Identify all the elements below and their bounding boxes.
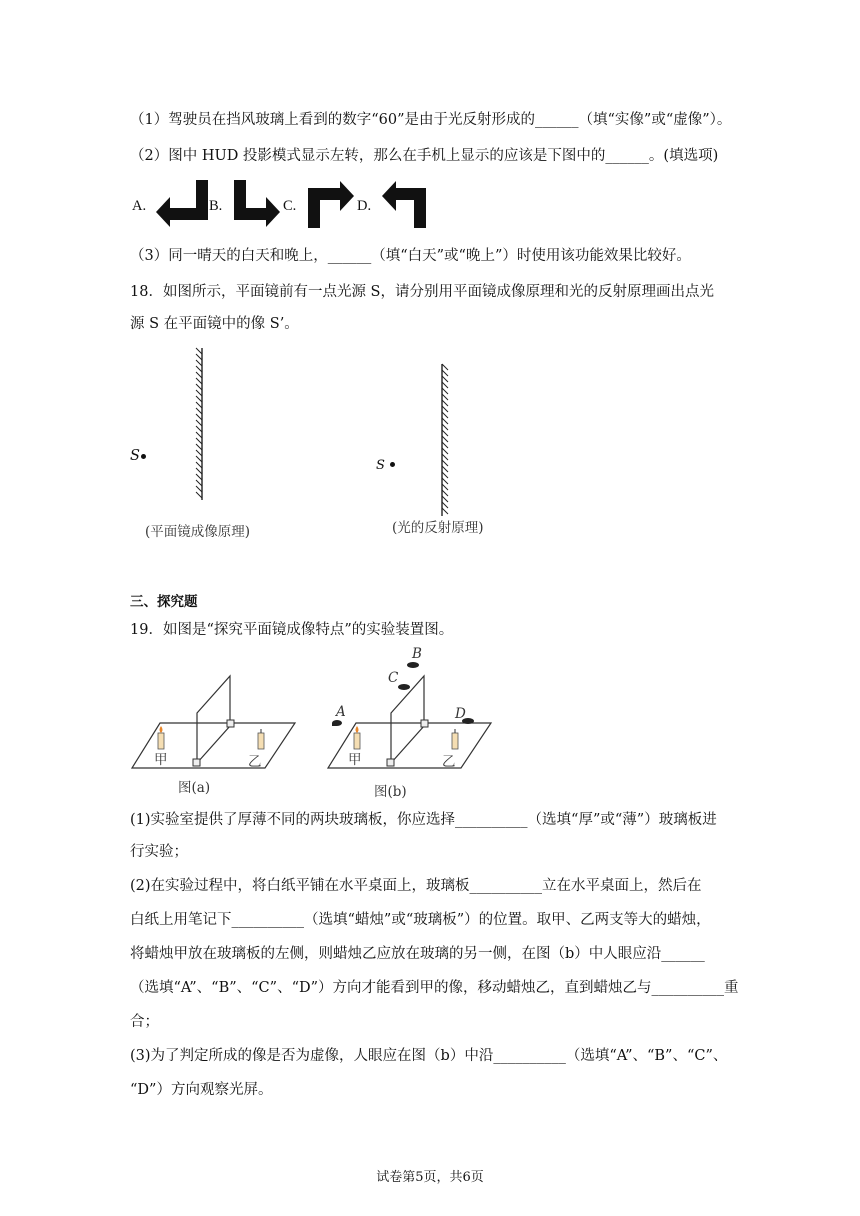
eye-b-icon — [407, 662, 419, 668]
q17-part1: （1）驾驶员在挡风玻璃上看到的数字“60”是由于光反射形成的______（填“实像”或“虚像”）。 — [130, 112, 732, 128]
eye-a-icon — [332, 720, 342, 726]
point-s-left — [141, 454, 146, 459]
mirror-left-diagram — [190, 346, 210, 502]
q17-part3: （3）同一晴天的白天和晚上，______（填“白天”或“晚上”）时使用该功能效果比较好。 — [130, 248, 691, 264]
fig-a-right-label: 乙 — [248, 754, 262, 770]
q19-p2-l1: (2)在实验过程中，将白纸平铺在水平桌面上，玻璃板__________立在水平桌面上，然后在 — [130, 878, 702, 894]
q18-line2: 源 S 在平面镜中的像 S’。 — [130, 316, 299, 332]
q19-intro: 19．如图是“探究平面镜成像特点”的实验装置图。 — [130, 622, 454, 638]
point-s-left-label: S — [130, 448, 140, 464]
q17-part2: （2）图中 HUD 投影模式显示左转，那么在手机上显示的应该是下图中的______。(填选项) — [130, 148, 719, 164]
fig-b-caption: 图(b) — [374, 784, 407, 800]
mirror-right-diagram — [436, 362, 456, 518]
fig-a-caption: 图(a) — [178, 780, 211, 796]
option-d-label: D. — [357, 198, 372, 214]
fig-a-left-label: 甲 — [154, 752, 168, 768]
q19-p2-l4: （选填“A”、“B”、“C”、“D”）方向才能看到甲的像，移动蜡烛乙，直到蜡烛乙与__________重 — [130, 980, 739, 996]
section-title: 三、探究题 — [130, 594, 198, 610]
q19-p1-l2: 行实验； — [130, 844, 188, 860]
option-d-arrow-icon — [380, 180, 430, 228]
caption-right: (光的反射原理) — [392, 520, 484, 536]
option-b-label: B. — [209, 198, 223, 214]
option-a-label: A. — [132, 198, 147, 214]
eye-c-label: C — [388, 670, 399, 686]
q18-line1: 18．如图所示，平面镜前有一点光源 S，请分别用平面镜成像原理和光的反射原理画出点光 — [130, 284, 714, 300]
caption-left: (平面镜成像原理) — [145, 524, 251, 540]
fig-b-right-label: 乙 — [442, 754, 456, 770]
q19-p1-l1: (1)实验室提供了厚薄不同的两块玻璃板，你应选择__________（选填“厚”或“薄”）玻璃板进 — [130, 812, 717, 828]
fig-b-left-label: 甲 — [348, 752, 362, 768]
eye-a-label: A — [336, 704, 346, 720]
eye-d-label: D — [455, 706, 466, 722]
option-c-label: C. — [283, 198, 297, 214]
q19-p2-l5: 合； — [130, 1014, 159, 1030]
page-footer: 试卷第5页，共6页 — [376, 1170, 484, 1185]
point-s-right-label: S — [376, 458, 385, 473]
q19-p2-l3: 将蜡烛甲放在玻璃板的左侧，则蜡烛乙应放在玻璃的另一侧，在图（b）中人眼应沿______ — [130, 946, 705, 962]
q19-p3-l1: (3)为了判定所成的像是否为虚像，人眼应在图（b）中沿__________（选填“A”、“B”、“C”、 — [130, 1048, 728, 1064]
q19-p3-l2: “D”）方向观察光屏。 — [130, 1082, 273, 1098]
eye-c-icon — [398, 684, 410, 690]
q19-p2-l2: 白纸上用笔记下__________（选填“蜡烛”或“玻璃板”）的位置。取甲、乙两支等大的蜡烛， — [130, 912, 711, 928]
point-s-right — [390, 462, 395, 467]
eye-b-label: B — [412, 646, 422, 662]
option-c-arrow-icon — [306, 180, 356, 228]
option-a-arrow-icon — [152, 180, 212, 228]
option-b-arrow-icon — [232, 180, 282, 228]
